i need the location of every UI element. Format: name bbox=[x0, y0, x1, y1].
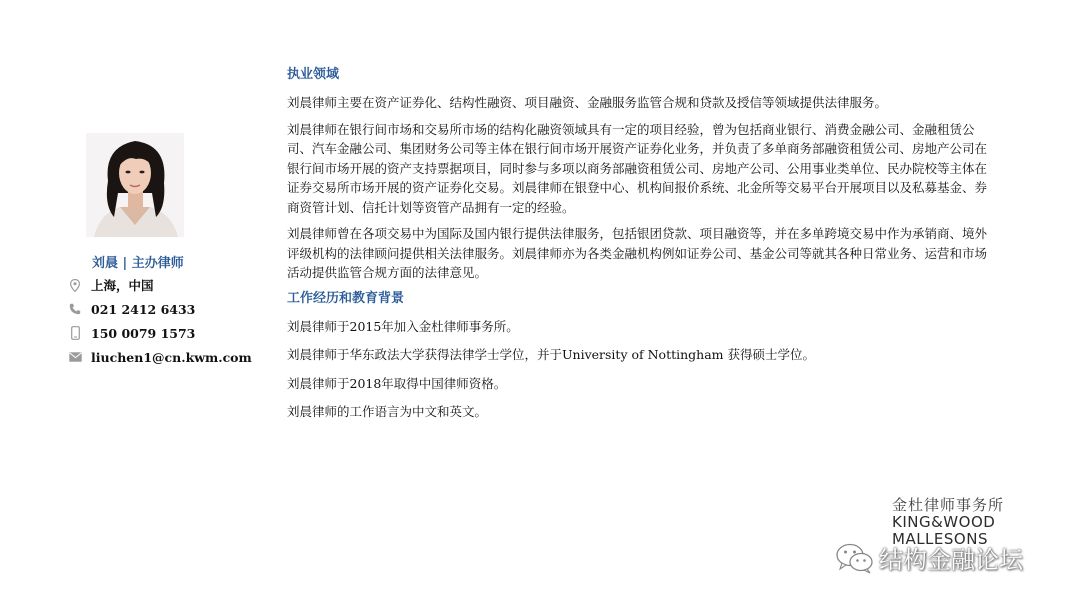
email-link[interactable]: liuchen1@cn.kwm.com bbox=[91, 349, 252, 365]
biography-content bbox=[287, 66, 987, 431]
portrait-image bbox=[86, 133, 184, 237]
wechat-watermark bbox=[835, 540, 1023, 575]
contact-mobile bbox=[68, 324, 195, 342]
contact-location bbox=[68, 276, 154, 294]
contact-email[interactable] bbox=[68, 348, 252, 366]
wechat-icon bbox=[835, 541, 875, 575]
location-text: 上海，中国 bbox=[91, 278, 154, 293]
background-paragraph: 刘晨律师于2018年取得中国律师资格。 bbox=[287, 375, 507, 391]
background-heading: 工作经历和教育背景 bbox=[287, 290, 405, 306]
phone-text: 021 2412 6433 bbox=[91, 301, 196, 317]
background-paragraph: 刘晨律师于2015年加入金杜律师事务所。 bbox=[287, 318, 519, 334]
practice-paragraph: 刘晨律师曾在各项交易中为国际及国内银行提供法律服务，包括银团贷款、项目融资等，并在多单跨境交易中作为承销商、境外评级机构的法律顾问提供相关法律服务。刘晨律师亦为各类金融机构例如证券公司、基金公司等就其各种日常业务、运营和市场活动提供监管合规方面的法律意见。 bbox=[287, 226, 988, 280]
logo-english-line-1: KING&WOOD bbox=[892, 513, 996, 531]
logo-chinese-name: 金杜律师事务所 bbox=[892, 496, 1005, 514]
name-and-title: 刘晨 | 主办律师 bbox=[92, 256, 184, 271]
watermark-text: 结构金融论坛 bbox=[879, 546, 1023, 574]
mobile-text: 150 0079 1573 bbox=[91, 325, 196, 341]
background-paragraph: 刘晨律师的工作语言为中文和英文。 bbox=[287, 404, 488, 419]
background-paragraph: 刘晨律师于华东政法大学获得法律学士学位，并于University of Nottingham 获得硕士学位。 bbox=[287, 347, 816, 362]
mobile-phone-icon bbox=[68, 326, 82, 340]
practice-paragraph: 刘晨律师主要在资产证券化、结构性融资、项目融资、金融服务监管合规和贷款及授信等领域提供法律服务。 bbox=[287, 95, 888, 110]
location-pin-icon bbox=[68, 278, 82, 292]
logo-english-line-2: MALLESONS bbox=[892, 530, 988, 548]
envelope-icon bbox=[68, 350, 82, 364]
contact-phone bbox=[68, 300, 195, 318]
profile-photo bbox=[86, 133, 184, 237]
practice-paragraph: 刘晨律师在银行间市场和交易所市场的结构化融资领域具有一定的项目经验，曾为包括商业银行、消费金融公司、金融租赁公司、汽车金融公司、集团财务公司等主体在银行间市场开展资产证券化业务，并负责了多单商务部融资租赁公司、房地产公司在银行间市场开展的资产支持票据项目，同时参与多项以商务部融资租赁公司、房地产公司、公用事业类单位、民办院校等主体在证券交易所市场开展的资产证券化交易。刘晨律师在银登中心、机构间报价系统、北金所等交易平台开展项目以及私募基金、券商资管计划、信托计划等资管产品拥有一定的经验。 bbox=[287, 121, 988, 215]
phone-icon bbox=[68, 302, 82, 316]
practice-heading: 执业领域 bbox=[287, 67, 340, 82]
